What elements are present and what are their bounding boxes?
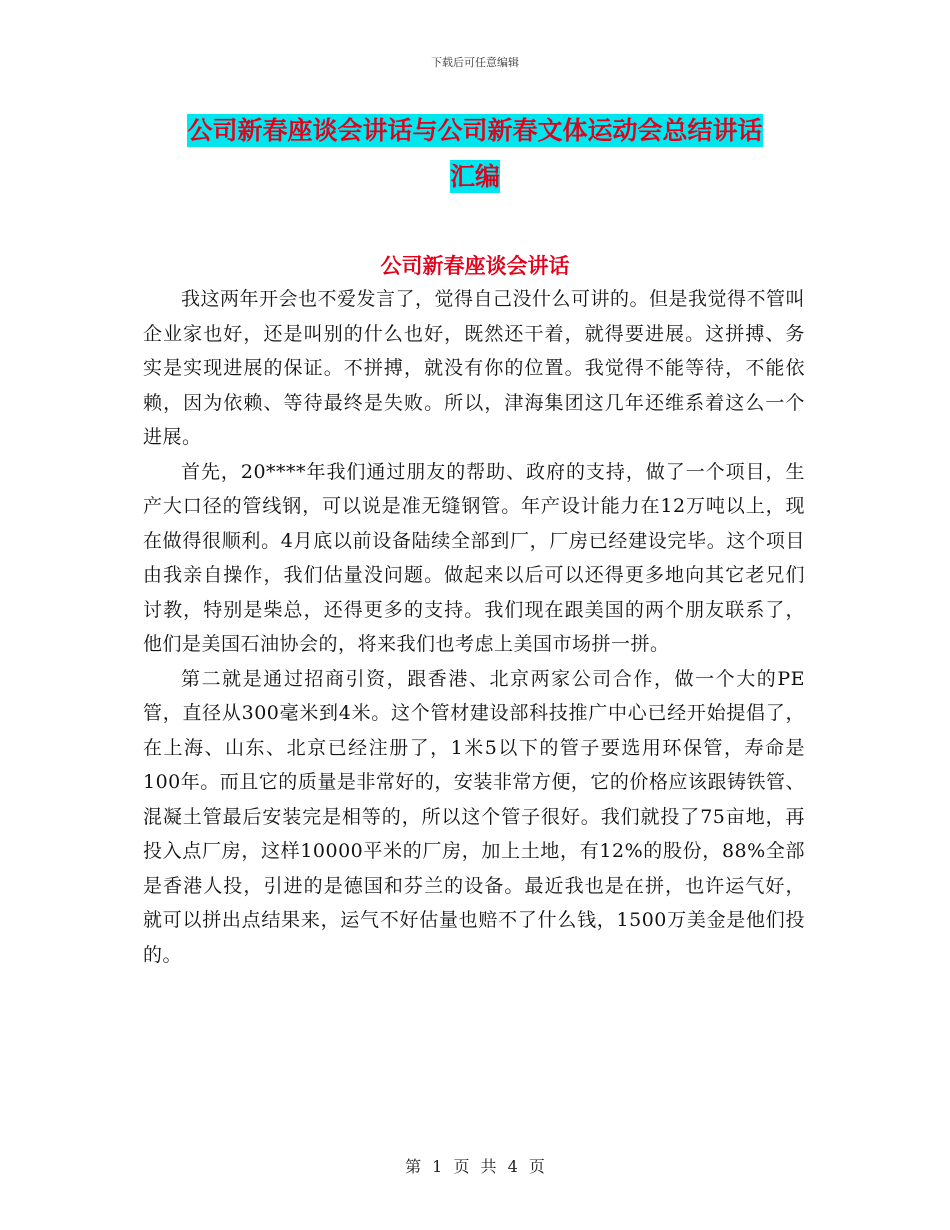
document-body bbox=[143, 282, 805, 972]
document-title bbox=[140, 108, 810, 200]
paragraph-3: 第二就是通过招商引资，跟香港、北京两家公司合作，做一个大的PE管，直径从300毫米到4米。这个管材建设部科技推广中心已经开始提倡了，在上海、山东、北京已经注册了，1米5以下的管子要选用环保管，寿命是100年。而且它的质量是非常好的，安装非常方便，它的价格应该跟铸铁管、混凝土管最后安装完是相等的，所以这个管子很好。我们就投了75亩地，再投入点厂房，这样10000平米的厂房，加上土地，有12%的股份，88%全部是香港人投，引进的是德国和芬兰的设备。最近我也是在拼，也许运气好，就可以拼出点结果来，运气不好估量也赔不了什么钱，1500万美金是他们投的。 bbox=[143, 667, 805, 966]
header-note: 下载后可任意编辑 bbox=[431, 56, 519, 69]
document-title-line-1: 公司新春座谈会讲话与公司新春文体运动会总结讲话 bbox=[187, 116, 763, 145]
page-footer: 第 1 页 共 4 页 bbox=[405, 1157, 545, 1176]
section-title: 公司新春座谈会讲话 bbox=[380, 254, 570, 278]
document-title-line-2: 汇编 bbox=[449, 162, 500, 191]
paragraph-2: 首先，20****年我们通过朋友的帮助、政府的支持，做了一个项目，生产大口径的管线钢，可以说是准无缝钢管。年产设计能力在12万吨以上，现在做得很顺利。4月底以前设备陆续全部到厂，厂房已经建设完毕。这个项目由我亲自操作，我们估量没问题。做起来以后可以还得更多地向其它老兄们讨教，特别是柴总，还得更多的支持。我们现在跟美国的两个朋友联系了，他们是美国石油协会的，将来我们也考虑上美国市场拼一拼。 bbox=[143, 460, 805, 655]
paragraph-1: 我这两年开会也不爱发言了，觉得自己没什么可讲的。但是我觉得不管叫企业家也好，还是叫别的什么也好，既然还干着，就得要进展。这拼搏、务实是实现进展的保证。不拼搏，就没有你的位置。我觉得不能等待，不能依赖，因为依赖、等待最终是失败。所以，津海集团这几年还维系着这么一个进展。 bbox=[143, 288, 806, 448]
